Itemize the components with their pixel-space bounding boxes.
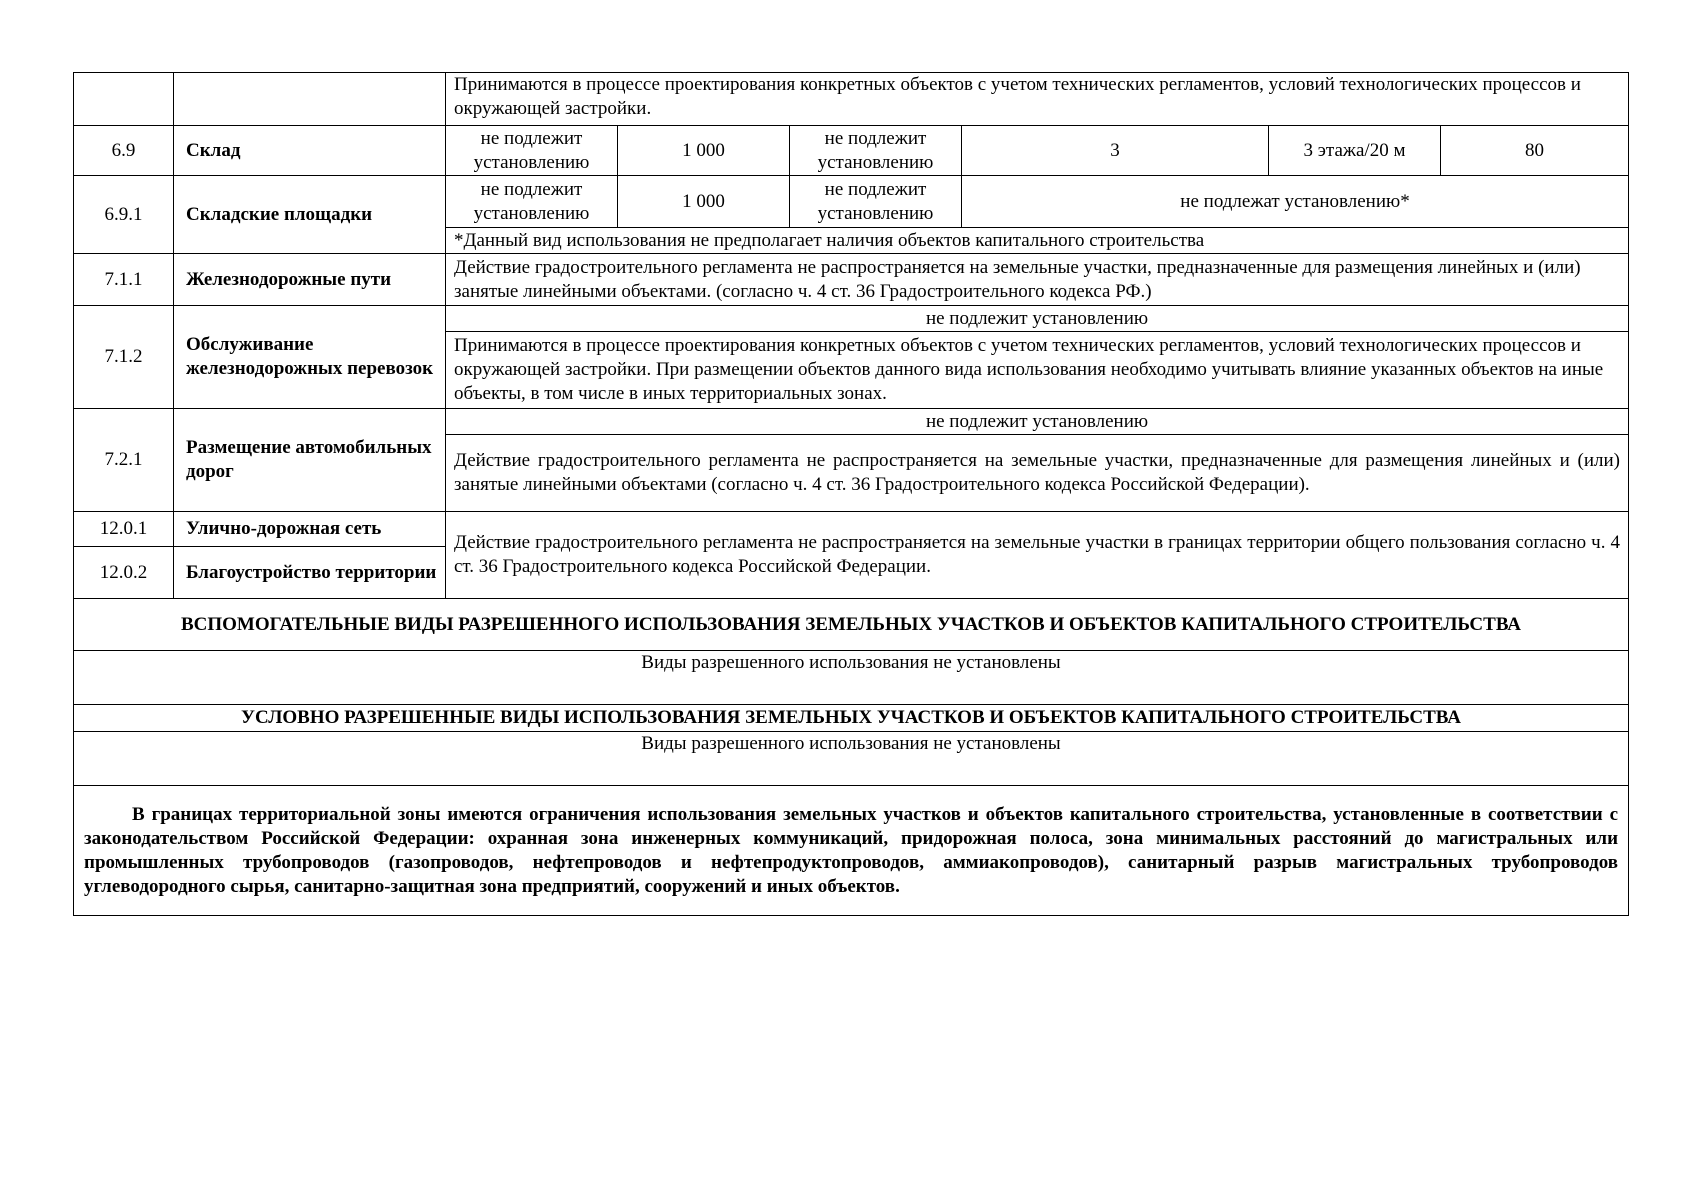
- note-cell: Действие градостроительного регламента не распространяется на земельные участки, предназначенные для размещения линейных и (или) занятые линейными объектами (согласно ч. 4 ст. 36 Градостроительного кодекса Российской Федерации).: [446, 435, 1629, 512]
- name-cell: [174, 73, 446, 126]
- param-cell: не подлежит установлению: [446, 306, 1629, 332]
- restrictions-paragraph: В границах территориальной зоны имеются ограничения использования земельных участков и объектов капитального строительства, установленные в соответствии с законодательством Российской Федерации: охранная зона инженерных коммуникаций, придорожная полоса, зона минимальных расстояний до магистральных или промышленных трубопроводов (газопроводов, нефтепроводов и нефтепродуктопроводов, аммиакопроводов), санитарный разрыв магистральных трубопроводов углеводородного сырья, санитарно-защитная зона предприятий, сооружений и иных объектов.: [74, 786, 1629, 916]
- code-cell: 7.2.1: [74, 409, 174, 512]
- param-cell: 80: [1441, 126, 1629, 176]
- code-cell: 7.1.1: [74, 254, 174, 306]
- table-row: [74, 732, 1629, 786]
- note-cell: Действие градостроительного регламента не распространяется на земельные участки, предназначенные для размещения линейных и (или) занятые линейными объектами. (согласно ч. 4 ст. 36 Градостроительного кодекса РФ.): [446, 254, 1629, 306]
- table-row: [74, 786, 1629, 916]
- code-cell: 7.1.2: [74, 306, 174, 409]
- note-cell: Принимаются в процессе проектирования конкретных объектов с учетом технических регламентов, условий технологических процессов и окружающей застройки. При размещении объектов данного вида использования необходимо учитывать влияние указанных объектов на иные объекты, в том числе в иных территориальных зонах.: [446, 332, 1629, 409]
- section-text: Виды разрешенного использования не установлены: [74, 651, 1629, 705]
- param-cell: 1 000: [618, 126, 790, 176]
- param-cell: не подлежит установлению: [446, 126, 618, 176]
- param-cell: не подлежит установлению: [446, 409, 1629, 435]
- code-cell: 12.0.2: [74, 547, 174, 599]
- table-row: [74, 126, 1629, 176]
- footnote-cell: *Данный вид использования не предполагает наличия объектов капитального строительства: [446, 228, 1629, 254]
- code-cell: 12.0.1: [74, 512, 174, 547]
- name-cell: Благоустройство территории: [174, 547, 446, 599]
- name-cell: Обслуживание железнодорожных перевозок: [174, 306, 446, 409]
- table-row: [74, 176, 1629, 228]
- param-cell: не подлежат установлению*: [962, 176, 1629, 228]
- table-row: [74, 705, 1629, 732]
- section-heading: ВСПОМОГАТЕЛЬНЫЕ ВИДЫ РАЗРЕШЕННОГО ИСПОЛЬЗОВАНИЯ ЗЕМЕЛЬНЫХ УЧАСТКОВ И ОБЪЕКТОВ КАПИТАЛЬНОГО СТРОИТЕЛЬСТВА: [74, 599, 1629, 651]
- name-cell: Улично-дорожная сеть: [174, 512, 446, 547]
- section-text: Виды разрешенного использования не установлены: [74, 732, 1629, 786]
- table-row: [74, 409, 1629, 435]
- name-cell: Размещение автомобильных дорог: [174, 409, 446, 512]
- name-cell: Складские площадки: [174, 176, 446, 254]
- param-cell: не подлежит установлению: [446, 176, 618, 228]
- code-cell: 6.9: [74, 126, 174, 176]
- table-row: [74, 306, 1629, 332]
- param-cell: 3: [962, 126, 1269, 176]
- table-row: [74, 254, 1629, 306]
- table-row: [74, 599, 1629, 651]
- note-cell: Принимаются в процессе проектирования конкретных объектов с учетом технических регламентов, условий технологических процессов и окружающей застройки.: [446, 73, 1629, 126]
- name-cell: Склад: [174, 126, 446, 176]
- table-row: [74, 651, 1629, 705]
- param-cell: не подлежит установлению: [790, 176, 962, 228]
- param-cell: 1 000: [618, 176, 790, 228]
- code-cell: [74, 73, 174, 126]
- zoning-regulations-table: [73, 72, 1629, 916]
- param-cell: 3 этажа/20 м: [1269, 126, 1441, 176]
- name-cell: Железнодорожные пути: [174, 254, 446, 306]
- section-heading: УСЛОВНО РАЗРЕШЕННЫЕ ВИДЫ ИСПОЛЬЗОВАНИЯ ЗЕМЕЛЬНЫХ УЧАСТКОВ И ОБЪЕКТОВ КАПИТАЛЬНОГО СТРОИТЕЛЬСТВА: [74, 705, 1629, 732]
- code-cell: 6.9.1: [74, 176, 174, 254]
- table-row: [74, 512, 1629, 547]
- param-cell: не подлежит установлению: [790, 126, 962, 176]
- note-cell: Действие градостроительного регламента не распространяется на земельные участки в границах территории общего пользования согласно ч. 4 ст. 36 Градостроительного кодекса Российской Федерации.: [446, 512, 1629, 599]
- table-row: [74, 73, 1629, 126]
